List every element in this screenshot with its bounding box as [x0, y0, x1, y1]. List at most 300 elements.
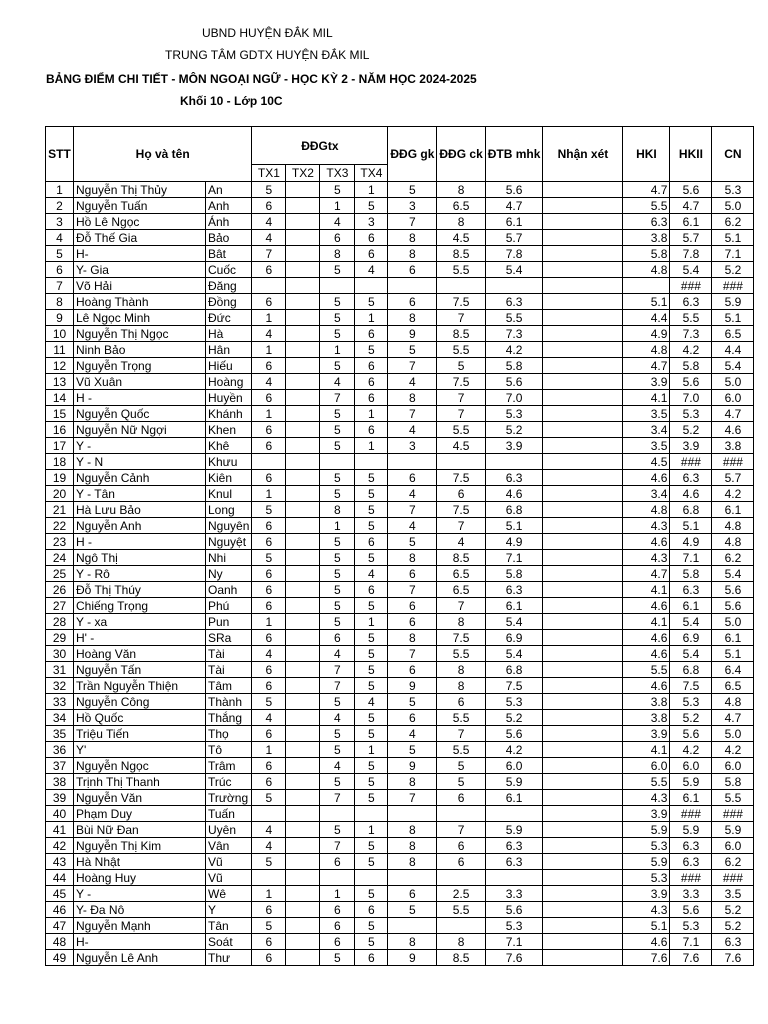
cell-tx2 [286, 662, 320, 678]
table-row [46, 342, 754, 358]
cell-ddg-ck: 6 [437, 854, 485, 870]
cell-hkii: 5.3 [670, 406, 712, 422]
cell-cn: 5.9 [712, 822, 754, 838]
cell-hkii: 5.4 [670, 614, 712, 630]
cell-ddg-ck: 5.5 [437, 262, 485, 278]
cell-hki: 4.6 [623, 646, 670, 662]
cell-hkii: 7.5 [670, 678, 712, 694]
cell-ddg-ck: 8.5 [437, 326, 485, 342]
cell-nhan-xet [543, 262, 623, 278]
cell-nhan-xet [543, 278, 623, 294]
table-row [46, 406, 754, 422]
cell-ho-dem: Lê Ngọc Minh [74, 310, 206, 326]
cell-ho-dem: Trịnh Thị Thanh [74, 774, 206, 790]
cell-dtb-mhk: 5.8 [485, 358, 543, 374]
cell-tx3 [320, 454, 355, 470]
cell-hki: 3.4 [623, 422, 670, 438]
cell-tx4: 5 [355, 774, 388, 790]
cell-dtb-mhk: 4.2 [485, 342, 543, 358]
cell-dtb-mhk: 7.1 [485, 550, 543, 566]
cell-tx4: 6 [355, 582, 388, 598]
cell-tx3: 5 [320, 486, 355, 502]
cell-stt: 30 [46, 646, 74, 662]
table-row [46, 214, 754, 230]
cell-tx3: 7 [320, 838, 355, 854]
cell-ddg-gk: 6 [388, 598, 437, 614]
cell-cn: ### [712, 806, 754, 822]
cell-dtb-mhk: 7.1 [485, 934, 543, 950]
cell-cn: 5.0 [712, 374, 754, 390]
col-header-tx2: TX2 [286, 165, 320, 182]
cell-dtb-mhk [485, 454, 543, 470]
cell-tx1: 6 [252, 358, 286, 374]
cell-tx3: 5 [320, 534, 355, 550]
cell-tx4: 5 [355, 502, 388, 518]
col-header-ddg-gk: ĐĐG gk [388, 127, 437, 182]
cell-cn: 6.0 [712, 390, 754, 406]
cell-ten: Tài [206, 646, 252, 662]
cell-hki: 4.3 [623, 550, 670, 566]
cell-cn: 6.4 [712, 662, 754, 678]
cell-ten: Khưu [206, 454, 252, 470]
cell-cn: 3.8 [712, 438, 754, 454]
cell-hki: 4.3 [623, 518, 670, 534]
cell-tx4: 1 [355, 406, 388, 422]
cell-dtb-mhk: 5.6 [485, 902, 543, 918]
cell-tx3: 8 [320, 246, 355, 262]
cell-tx4: 6 [355, 374, 388, 390]
cell-stt: 44 [46, 870, 74, 886]
cell-tx1: 5 [252, 550, 286, 566]
cell-hkii: 5.8 [670, 566, 712, 582]
cell-stt: 49 [46, 950, 74, 966]
cell-ho-dem: Nguyễn Văn [74, 790, 206, 806]
cell-hki: 5.5 [623, 198, 670, 214]
table-row [46, 454, 754, 470]
cell-dtb-mhk: 5.8 [485, 566, 543, 582]
cell-ddg-gk: 4 [388, 486, 437, 502]
cell-dtb-mhk: 3.9 [485, 438, 543, 454]
cell-tx1: 1 [252, 310, 286, 326]
cell-hki: 5.9 [623, 854, 670, 870]
cell-tx2 [286, 742, 320, 758]
cell-ho-dem: Y - Rô [74, 566, 206, 582]
table-row [46, 262, 754, 278]
cell-dtb-mhk: 5.6 [485, 374, 543, 390]
cell-tx1: 6 [252, 950, 286, 966]
table-row [46, 550, 754, 566]
cell-ho-dem: Trần Nguyễn Thiện [74, 678, 206, 694]
cell-hkii: 6.1 [670, 790, 712, 806]
cell-tx4: 6 [355, 390, 388, 406]
cell-hki: 4.7 [623, 566, 670, 582]
table-row [46, 358, 754, 374]
cell-cn: 5.3 [712, 182, 754, 198]
cell-ho-dem: Nguyễn Lê Anh [74, 950, 206, 966]
cell-ddg-ck: 7 [437, 390, 485, 406]
cell-tx3: 4 [320, 214, 355, 230]
cell-hkii: 5.6 [670, 374, 712, 390]
cell-nhan-xet [543, 326, 623, 342]
cell-hki: 5.3 [623, 838, 670, 854]
cell-stt: 5 [46, 246, 74, 262]
cell-tx4: 1 [355, 182, 388, 198]
cell-ten: Uyên [206, 822, 252, 838]
cell-ten: SRa [206, 630, 252, 646]
cell-dtb-mhk: 5.7 [485, 230, 543, 246]
cell-tx2 [286, 198, 320, 214]
cell-ho-dem: Vũ Xuân [74, 374, 206, 390]
cell-ddg-ck: 7 [437, 822, 485, 838]
cell-tx1: 5 [252, 502, 286, 518]
cell-tx3: 5 [320, 358, 355, 374]
cell-ten: Kiên [206, 470, 252, 486]
table-row [46, 630, 754, 646]
table-row [46, 278, 754, 294]
cell-tx3: 1 [320, 198, 355, 214]
cell-ddg-ck: 5.5 [437, 422, 485, 438]
col-header-hki: HKI [623, 127, 670, 182]
cell-ddg-gk: 8 [388, 838, 437, 854]
cell-tx2 [286, 230, 320, 246]
cell-hki: 3.8 [623, 710, 670, 726]
cell-ten: Tuấn [206, 806, 252, 822]
cell-ten: Khánh [206, 406, 252, 422]
cell-cn: 6.5 [712, 678, 754, 694]
cell-nhan-xet [543, 662, 623, 678]
cell-nhan-xet [543, 214, 623, 230]
cell-tx2 [286, 214, 320, 230]
cell-nhan-xet [543, 598, 623, 614]
cell-ddg-gk: 5 [388, 342, 437, 358]
cell-dtb-mhk: 5.1 [485, 518, 543, 534]
cell-hki: 4.1 [623, 582, 670, 598]
cell-ddg-gk: 8 [388, 630, 437, 646]
cell-stt: 24 [46, 550, 74, 566]
header-district: UBND HUYỆN ĐẮK MIL [202, 26, 333, 40]
cell-ho-dem: Nguyễn Cảnh [74, 470, 206, 486]
cell-ho-dem: Hoàng Thành [74, 294, 206, 310]
cell-cn: 5.1 [712, 310, 754, 326]
cell-ho-dem: H - [74, 534, 206, 550]
cell-hki: 4.5 [623, 454, 670, 470]
cell-nhan-xet [543, 342, 623, 358]
cell-tx2 [286, 902, 320, 918]
cell-tx4: 1 [355, 614, 388, 630]
cell-nhan-xet [543, 518, 623, 534]
table-row [46, 518, 754, 534]
cell-dtb-mhk: 6.8 [485, 502, 543, 518]
cell-tx3: 4 [320, 646, 355, 662]
cell-ho-dem: Nguyễn Tuấn [74, 198, 206, 214]
cell-tx1: 5 [252, 854, 286, 870]
cell-hki: 4.6 [623, 598, 670, 614]
cell-cn: 5.2 [712, 902, 754, 918]
cell-ddg-ck [437, 806, 485, 822]
cell-ten: Vân [206, 838, 252, 854]
cell-ddg-ck: 5.5 [437, 646, 485, 662]
cell-dtb-mhk: 5.6 [485, 726, 543, 742]
cell-dtb-mhk: 5.5 [485, 310, 543, 326]
cell-tx1: 6 [252, 630, 286, 646]
cell-stt: 25 [46, 566, 74, 582]
cell-cn: 6.1 [712, 630, 754, 646]
cell-tx2 [286, 598, 320, 614]
cell-stt: 3 [46, 214, 74, 230]
cell-ho-dem: Nguyễn Công [74, 694, 206, 710]
cell-cn: ### [712, 870, 754, 886]
table-row [46, 438, 754, 454]
cell-cn: 7.6 [712, 950, 754, 966]
cell-ten: Hà [206, 326, 252, 342]
cell-dtb-mhk: 5.9 [485, 822, 543, 838]
cell-tx1: 6 [252, 262, 286, 278]
cell-ddg-ck: 8 [437, 678, 485, 694]
cell-tx4: 5 [355, 790, 388, 806]
cell-ho-dem: Nguyễn Thị Ngọc [74, 326, 206, 342]
cell-cn: 5.4 [712, 358, 754, 374]
cell-nhan-xet [543, 678, 623, 694]
col-header-tx4: TX4 [355, 165, 388, 182]
cell-ddg-gk: 6 [388, 614, 437, 630]
cell-tx2 [286, 774, 320, 790]
cell-stt: 17 [46, 438, 74, 454]
cell-dtb-mhk: 5.9 [485, 774, 543, 790]
cell-tx1: 6 [252, 438, 286, 454]
cell-ten: Soát [206, 934, 252, 950]
cell-ten: Long [206, 502, 252, 518]
cell-cn: 5.0 [712, 198, 754, 214]
cell-tx3: 6 [320, 854, 355, 870]
cell-ten: Khen [206, 422, 252, 438]
cell-nhan-xet [543, 486, 623, 502]
cell-ddg-gk: 8 [388, 390, 437, 406]
cell-hkii: 6.3 [670, 854, 712, 870]
cell-dtb-mhk [485, 870, 543, 886]
cell-tx2 [286, 710, 320, 726]
cell-stt: 12 [46, 358, 74, 374]
cell-ddg-ck: 6 [437, 694, 485, 710]
cell-tx4: 1 [355, 310, 388, 326]
cell-tx1: 6 [252, 758, 286, 774]
table-row [46, 934, 754, 950]
cell-tx3: 6 [320, 230, 355, 246]
cell-ddg-ck: 7 [437, 310, 485, 326]
cell-dtb-mhk: 6.3 [485, 854, 543, 870]
cell-stt: 18 [46, 454, 74, 470]
cell-ddg-ck: 7 [437, 726, 485, 742]
cell-tx4: 6 [355, 230, 388, 246]
cell-tx3: 7 [320, 790, 355, 806]
table-row [46, 950, 754, 966]
cell-hki: 4.3 [623, 790, 670, 806]
cell-dtb-mhk: 6.3 [485, 582, 543, 598]
cell-ho-dem: Nguyễn Quốc [74, 406, 206, 422]
cell-ho-dem: Y' [74, 742, 206, 758]
cell-ten: Vũ [206, 854, 252, 870]
cell-tx4: 1 [355, 438, 388, 454]
cell-tx4: 5 [355, 758, 388, 774]
cell-stt: 15 [46, 406, 74, 422]
cell-tx2 [286, 294, 320, 310]
table-row [46, 694, 754, 710]
cell-ddg-ck: 7.5 [437, 374, 485, 390]
cell-nhan-xet [543, 230, 623, 246]
cell-ho-dem: Võ Hải [74, 278, 206, 294]
col-header-dtb-mhk: ĐTB mhk [485, 127, 543, 182]
cell-ten: Thành [206, 694, 252, 710]
cell-hkii: 6.8 [670, 662, 712, 678]
cell-hki: 5.1 [623, 294, 670, 310]
cell-ten: Bảo [206, 230, 252, 246]
table-row [46, 806, 754, 822]
cell-stt: 46 [46, 902, 74, 918]
cell-ten: Thư [206, 950, 252, 966]
cell-ddg-ck: 5.5 [437, 742, 485, 758]
table-row [46, 902, 754, 918]
cell-stt: 39 [46, 790, 74, 806]
cell-nhan-xet [543, 790, 623, 806]
cell-ho-dem: H- [74, 246, 206, 262]
cell-nhan-xet [543, 774, 623, 790]
header-center: TRUNG TÂM GDTX HUYỆN ĐẮK MIL [165, 48, 370, 62]
cell-stt: 10 [46, 326, 74, 342]
cell-ddg-ck: 8 [437, 662, 485, 678]
cell-hkii: 6.3 [670, 582, 712, 598]
cell-tx4: 5 [355, 854, 388, 870]
cell-tx3 [320, 870, 355, 886]
cell-hkii: 5.3 [670, 918, 712, 934]
cell-ten: Trúc [206, 774, 252, 790]
cell-hki: 5.1 [623, 918, 670, 934]
cell-ddg-ck: 8.5 [437, 950, 485, 966]
cell-nhan-xet [543, 358, 623, 374]
cell-ten: Thắng [206, 710, 252, 726]
cell-nhan-xet [543, 566, 623, 582]
cell-tx1: 5 [252, 918, 286, 934]
cell-cn: 5.9 [712, 294, 754, 310]
cell-tx2 [286, 262, 320, 278]
cell-ddg-gk: 7 [388, 790, 437, 806]
cell-tx2 [286, 566, 320, 582]
cell-ho-dem: Triệu Tiến [74, 726, 206, 742]
cell-tx4: 5 [355, 918, 388, 934]
cell-tx1: 4 [252, 710, 286, 726]
cell-tx1: 6 [252, 582, 286, 598]
cell-ddg-ck: 6.5 [437, 198, 485, 214]
cell-tx4: 6 [355, 950, 388, 966]
cell-tx4: 5 [355, 550, 388, 566]
table-row [46, 422, 754, 438]
cell-tx2 [286, 646, 320, 662]
cell-dtb-mhk: 6.1 [485, 214, 543, 230]
cell-ho-dem: Đỗ Thế Gia [74, 230, 206, 246]
cell-hki: 3.9 [623, 726, 670, 742]
cell-hkii: 6.1 [670, 598, 712, 614]
cell-tx4: 5 [355, 710, 388, 726]
cell-hkii: 6.8 [670, 502, 712, 518]
table-row [46, 646, 754, 662]
cell-dtb-mhk [485, 806, 543, 822]
cell-tx4: 5 [355, 646, 388, 662]
cell-stt: 1 [46, 182, 74, 198]
cell-tx2 [286, 422, 320, 438]
table-row [46, 230, 754, 246]
cell-stt: 2 [46, 198, 74, 214]
cell-ten: Tài [206, 662, 252, 678]
cell-ddg-gk: 6 [388, 662, 437, 678]
table-row [46, 534, 754, 550]
cell-hkii: 4.6 [670, 486, 712, 502]
cell-hkii: 5.9 [670, 774, 712, 790]
cell-tx2 [286, 326, 320, 342]
cell-ddg-gk: 8 [388, 774, 437, 790]
cell-dtb-mhk: 7.0 [485, 390, 543, 406]
cell-dtb-mhk: 6.3 [485, 838, 543, 854]
cell-stt: 4 [46, 230, 74, 246]
cell-tx1: 6 [252, 902, 286, 918]
cell-tx1: 6 [252, 534, 286, 550]
cell-ten: Tân [206, 918, 252, 934]
cell-tx2 [286, 182, 320, 198]
cell-tx4: 5 [355, 934, 388, 950]
table-row [46, 294, 754, 310]
cell-ddg-gk: 4 [388, 726, 437, 742]
cell-stt: 45 [46, 886, 74, 902]
cell-stt: 40 [46, 806, 74, 822]
cell-tx4: 4 [355, 262, 388, 278]
cell-ten: Tô [206, 742, 252, 758]
cell-cn: 5.0 [712, 726, 754, 742]
cell-stt: 13 [46, 374, 74, 390]
table-row [46, 582, 754, 598]
cell-stt: 35 [46, 726, 74, 742]
cell-ddg-gk: 4 [388, 374, 437, 390]
cell-ddg-gk: 4 [388, 518, 437, 534]
cell-hki: 4.1 [623, 742, 670, 758]
cell-ho-dem: Hà Lưu Bảo [74, 502, 206, 518]
cell-stt: 14 [46, 390, 74, 406]
cell-tx2 [286, 694, 320, 710]
cell-ddg-gk: 5 [388, 902, 437, 918]
cell-tx1: 5 [252, 694, 286, 710]
cell-ten: Đăng [206, 278, 252, 294]
cell-tx3: 7 [320, 662, 355, 678]
cell-tx2 [286, 278, 320, 294]
cell-ddg-ck: 6.5 [437, 566, 485, 582]
cell-ho-dem: Nguyễn Tấn [74, 662, 206, 678]
cell-dtb-mhk: 5.6 [485, 182, 543, 198]
cell-ddg-gk: 8 [388, 822, 437, 838]
cell-dtb-mhk: 7.3 [485, 326, 543, 342]
cell-dtb-mhk: 5.3 [485, 918, 543, 934]
cell-hki: 3.9 [623, 886, 670, 902]
cell-tx3 [320, 278, 355, 294]
cell-ddg-ck: 5.5 [437, 902, 485, 918]
cell-tx1: 6 [252, 470, 286, 486]
table-row [46, 598, 754, 614]
cell-nhan-xet [543, 854, 623, 870]
cell-ddg-ck: 5 [437, 358, 485, 374]
cell-hkii: 6.9 [670, 630, 712, 646]
cell-tx3: 5 [320, 550, 355, 566]
cell-ddg-gk [388, 278, 437, 294]
cell-nhan-xet [543, 710, 623, 726]
cell-tx3: 4 [320, 374, 355, 390]
cell-nhan-xet [543, 694, 623, 710]
cell-tx3: 4 [320, 758, 355, 774]
cell-nhan-xet [543, 534, 623, 550]
